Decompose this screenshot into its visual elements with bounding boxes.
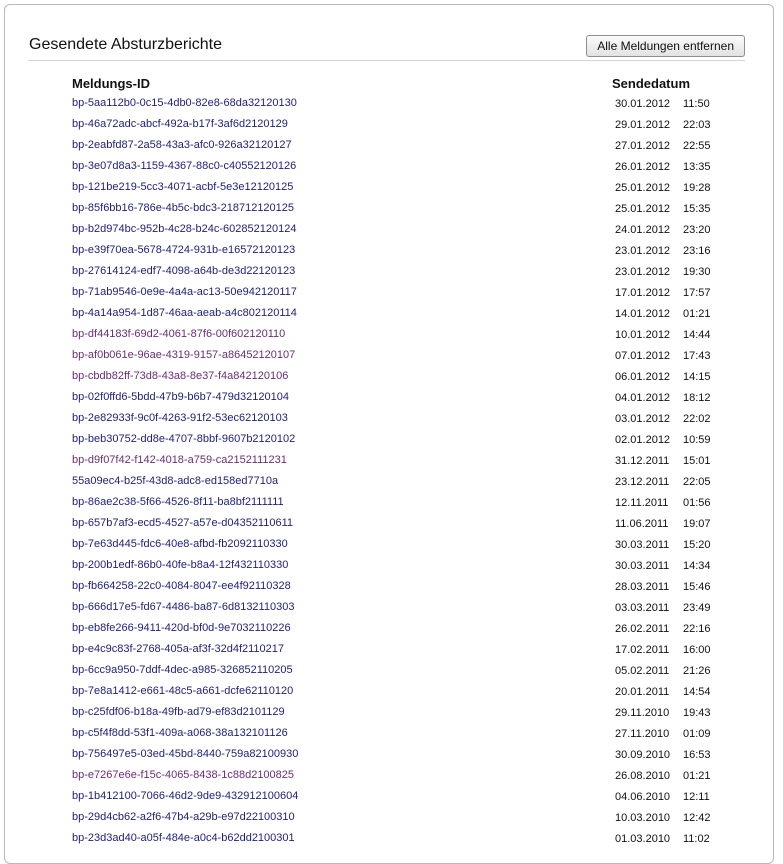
- report-time: 19:30: [683, 266, 711, 278]
- report-time: 18:12: [683, 392, 711, 404]
- report-date: 12.11.2011: [615, 497, 669, 509]
- report-id-link[interactable]: bp-7e8a1412-e661-48c5-a661-dcfe62110120: [72, 685, 294, 697]
- report-time: 15:46: [683, 581, 711, 593]
- table-row: [0, 158, 783, 179]
- report-id-link[interactable]: bp-29d4cb62-a2f6-47b4-a29b-e97d22100310: [72, 811, 295, 823]
- report-time: 14:44: [683, 329, 711, 341]
- report-time: 11:50: [683, 98, 710, 110]
- report-id-link[interactable]: bp-200b1edf-86b0-40fe-b8a4-12f432110330: [72, 559, 289, 571]
- table-row: [0, 389, 783, 410]
- column-header-submit-date: Sendedatum: [612, 76, 691, 91]
- report-id-link[interactable]: bp-e7267e6e-f15c-4065-8438-1c88d2100825: [72, 769, 295, 781]
- report-id-link[interactable]: bp-e4c9c83f-2768-405a-af3f-32d4f2110217: [72, 643, 285, 655]
- table-row: [0, 95, 783, 116]
- report-date: 23.01.2012: [615, 266, 671, 278]
- report-id-link[interactable]: bp-23d3ad40-a05f-484e-a0c4-b62dd2100301: [72, 832, 295, 844]
- report-date: 03.03.2011: [615, 602, 670, 614]
- report-time: 22:05: [683, 476, 711, 488]
- table-row: [0, 452, 783, 473]
- report-time: 22:16: [683, 623, 711, 635]
- report-date: 27.11.2010: [615, 728, 670, 740]
- report-time: 11:02: [683, 833, 710, 845]
- report-date: 31.12.2011: [615, 455, 670, 467]
- report-date: 26.02.2011: [615, 623, 670, 635]
- report-id-link[interactable]: bp-e39f70ea-5678-4724-931b-e16572120123: [72, 244, 296, 256]
- report-id-link[interactable]: bp-fb664258-22c0-4084-8047-ee4f92110328: [72, 580, 291, 592]
- report-date: 20.01.2011: [615, 686, 670, 698]
- report-id-link[interactable]: bp-4a14a954-1d87-46aa-aeab-a4c802120114: [72, 307, 297, 319]
- table-row: [0, 221, 783, 242]
- report-time: 23:16: [683, 245, 711, 257]
- report-time: 12:11: [683, 791, 710, 803]
- report-id-link[interactable]: bp-756497e5-03ed-45bd-8440-759a82100930: [72, 748, 299, 760]
- table-row: [0, 704, 783, 725]
- report-id-link[interactable]: 55a09ec4-b25f-43d8-adc8-ed158ed7710a: [72, 475, 279, 487]
- table-row: [0, 641, 783, 662]
- report-date: 10.01.2012: [615, 329, 671, 341]
- report-date: 01.03.2010: [615, 833, 671, 845]
- table-row: [0, 746, 783, 767]
- table-row: [0, 116, 783, 137]
- report-id-link[interactable]: bp-86ae2c38-5f66-4526-8f11-ba8bf2111111: [72, 496, 284, 508]
- report-id-link[interactable]: bp-1b412100-7066-46d2-9de9-432912100604: [72, 790, 299, 802]
- report-id-link[interactable]: bp-eb8fe266-9411-420d-bf0d-9e7032110226: [72, 622, 291, 634]
- report-time: 13:35: [683, 161, 711, 173]
- column-header-report-id: Meldungs-ID: [72, 76, 150, 91]
- report-date: 04.06.2010: [615, 791, 671, 803]
- report-time: 14:34: [683, 560, 711, 572]
- table-row: [0, 179, 783, 200]
- report-time: 01:21: [683, 308, 711, 320]
- report-date: 28.03.2011: [615, 581, 670, 593]
- table-row: [0, 242, 783, 263]
- report-date: 30.03.2011: [615, 560, 670, 572]
- report-date: 27.01.2012: [615, 140, 671, 152]
- table-row: [0, 578, 783, 599]
- table-row: [0, 347, 783, 368]
- report-time: 01:56: [683, 497, 711, 509]
- table-row: [0, 767, 783, 788]
- report-date: 23.01.2012: [615, 245, 671, 257]
- table-row: [0, 662, 783, 683]
- table-row: [0, 473, 783, 494]
- report-time: 15:20: [683, 539, 711, 551]
- table-row: [0, 284, 783, 305]
- report-date: 10.03.2010: [615, 812, 671, 824]
- report-id-link[interactable]: bp-d9f07f42-f142-4018-a759-ca2152111231: [72, 454, 287, 466]
- report-id-link[interactable]: bp-121be219-5cc3-4071-acbf-5e3e12120125: [72, 181, 294, 193]
- report-date: 30.03.2011: [615, 539, 670, 551]
- report-id-link[interactable]: bp-666d17e5-fd67-4486-ba87-6d8132110303: [72, 601, 295, 613]
- report-id-link[interactable]: bp-27614124-edf7-4098-a64b-de3d22120123: [72, 265, 296, 277]
- report-date: 06.01.2012: [615, 371, 671, 383]
- report-date: 25.01.2012: [615, 182, 671, 194]
- report-time: 14:15: [683, 371, 711, 383]
- report-date: 11.06.2011: [615, 518, 669, 530]
- remove-all-reports-button[interactable]: Alle Meldungen entfernen: [586, 35, 745, 57]
- report-id-link[interactable]: bp-02f0ffd6-5bdd-47b9-b6b7-479d32120104: [72, 391, 289, 403]
- report-id-link[interactable]: bp-46a72adc-abcf-492a-b17f-3af6d2120129: [72, 118, 288, 130]
- page-header: [28, 34, 745, 61]
- report-date: 04.01.2012: [615, 392, 671, 404]
- report-id-link[interactable]: bp-2e82933f-9c0f-4263-91f2-53ec62120103: [72, 412, 288, 424]
- report-id-link[interactable]: bp-5aa112b0-0c15-4db0-82e8-68da32120130: [72, 97, 297, 109]
- report-time: 10:59: [683, 434, 711, 446]
- table-row: [0, 326, 783, 347]
- report-id-link[interactable]: bp-2eabfd87-2a58-43a3-afc0-926a32120127: [72, 139, 292, 151]
- report-time: 12:42: [683, 812, 711, 824]
- report-time: 21:26: [683, 665, 711, 677]
- report-id-link[interactable]: bp-657b7af3-ecd5-4527-a57e-d04352110611: [72, 517, 294, 529]
- report-time: 16:00: [683, 644, 711, 656]
- report-time: 19:07: [683, 518, 711, 530]
- report-time: 16:53: [683, 749, 711, 761]
- report-date: 05.02.2011: [615, 665, 670, 677]
- report-date: 30.09.2010: [615, 749, 671, 761]
- table-row: [0, 683, 783, 704]
- report-date: 29.01.2012: [615, 119, 671, 131]
- table-row: [0, 557, 783, 578]
- table-row: [0, 305, 783, 326]
- report-date: 24.01.2012: [615, 224, 671, 236]
- report-time: 22:03: [683, 119, 711, 131]
- report-id-link[interactable]: bp-c25fdf06-b18a-49fb-ad79-ef83d2101129: [72, 706, 285, 718]
- report-id-link[interactable]: bp-cbdb82ff-73d8-43a8-8e37-f4a842120106: [72, 370, 289, 382]
- report-time: 01:21: [683, 770, 711, 782]
- report-date: 30.01.2012: [615, 98, 671, 110]
- report-time: 17:43: [683, 350, 711, 362]
- report-id-link[interactable]: bp-71ab9546-0e9e-4a4a-ac13-50e942120117: [72, 286, 297, 298]
- report-id-link[interactable]: bp-85f6bb16-786e-4b5c-bdc3-218712120125: [72, 202, 295, 214]
- report-time: 22:55: [683, 140, 711, 152]
- report-time: 15:01: [683, 455, 711, 467]
- report-time: 15:35: [683, 203, 711, 215]
- table-row: [0, 368, 783, 389]
- page-title: Gesendete Absturzberichte: [29, 36, 223, 53]
- report-id-link[interactable]: bp-3e07d8a3-1159-4367-88c0-c40552120126: [72, 160, 297, 172]
- report-date: 26.01.2012: [615, 161, 671, 173]
- report-date: 23.12.2011: [615, 476, 670, 488]
- report-date: 17.01.2012: [615, 287, 671, 299]
- table-row: [0, 515, 783, 536]
- report-id-link[interactable]: bp-af0b061e-96ae-4319-9157-a86452120107: [72, 349, 296, 361]
- report-time: 17:57: [683, 287, 711, 299]
- table-row: [0, 620, 783, 641]
- report-date: 02.01.2012: [615, 434, 671, 446]
- report-time: 23:49: [683, 602, 711, 614]
- table-row: [0, 830, 783, 851]
- report-id-link[interactable]: bp-beb30752-dd8e-4707-8bbf-9607b2120102: [72, 433, 296, 445]
- table-row: [0, 263, 783, 284]
- table-row: [0, 788, 783, 809]
- report-time: 22:02: [683, 413, 711, 425]
- report-time: 14:54: [683, 686, 711, 698]
- table-row: [0, 725, 783, 746]
- report-date: 03.01.2012: [615, 413, 671, 425]
- table-row: [0, 494, 783, 515]
- report-id-link[interactable]: bp-6cc9a950-7ddf-4dec-a985-326852110205: [72, 664, 293, 676]
- report-time: 23:20: [683, 224, 711, 236]
- report-date: 26.08.2010: [615, 770, 671, 782]
- report-id-link[interactable]: bp-b2d974bc-952b-4c28-b24c-602852120124: [72, 223, 297, 235]
- report-time: 19:28: [683, 182, 711, 194]
- reports-list: [0, 95, 783, 851]
- table-row: [0, 809, 783, 830]
- table-row: [0, 536, 783, 557]
- table-row: [0, 137, 783, 158]
- report-date: 07.01.2012: [615, 350, 671, 362]
- report-id-link[interactable]: bp-7e63d445-fdc6-40e8-afbd-fb2092110330: [72, 538, 288, 550]
- report-date: 14.01.2012: [615, 308, 671, 320]
- report-time: 01:09: [683, 728, 711, 740]
- report-time: 19:43: [683, 707, 711, 719]
- report-date: 25.01.2012: [615, 203, 671, 215]
- table-row: [0, 599, 783, 620]
- table-row: [0, 200, 783, 221]
- table-row: [0, 431, 783, 452]
- table-row: [0, 410, 783, 431]
- report-id-link[interactable]: bp-df44183f-69d2-4061-87f6-00f602120110: [72, 328, 286, 340]
- report-id-link[interactable]: bp-c5f4f8dd-53f1-409a-a068-38a132101126: [72, 727, 288, 739]
- report-date: 17.02.2011: [615, 644, 670, 656]
- report-date: 29.11.2010: [615, 707, 670, 719]
